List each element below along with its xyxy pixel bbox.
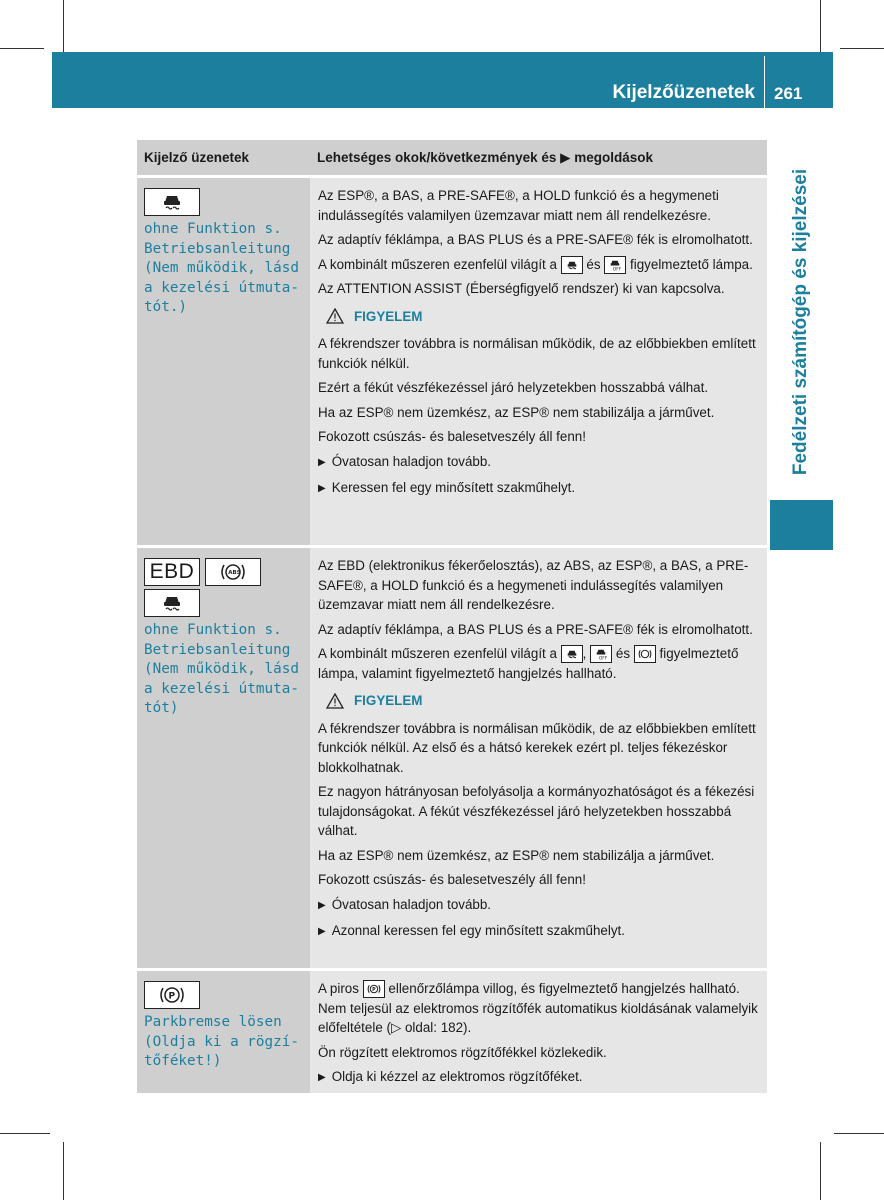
warning-triangle-icon bbox=[326, 693, 344, 709]
warning-text: Fokozott csúszás- és balesetveszély áll fenn! bbox=[318, 872, 586, 887]
parking-brake-icon bbox=[144, 981, 200, 1009]
parking-brake-lamp-icon bbox=[363, 980, 385, 998]
svg-text:ABS: ABS bbox=[228, 570, 241, 576]
action-item: ▶ Keressen fel egy minősített szakműhelyt. bbox=[318, 478, 761, 500]
causes-cell bbox=[310, 548, 767, 968]
svg-text:OFF: OFF bbox=[598, 656, 608, 661]
table-header bbox=[137, 140, 767, 175]
cause-text: A kombinált műszeren ezenfelül világít a , OFF és figyelmeztető lámpa, valamint figyelmeztető hangjelzés hallható. bbox=[318, 646, 739, 681]
action-item: ▶ Oldja ki kézzel az elektromos rögzítőféket. bbox=[318, 1067, 761, 1089]
header-divider bbox=[764, 56, 765, 108]
crop-mark bbox=[63, 0, 64, 58]
warning-text: Fokozott csúszás- és balesetveszély áll fenn! bbox=[318, 429, 586, 444]
crop-mark bbox=[0, 1133, 50, 1134]
causes-cell bbox=[310, 178, 767, 545]
cause-text: A kombinált műszeren ezenfelül világít a és OFF figyelmeztető lámpa. bbox=[318, 255, 761, 275]
cause-text: Az adaptív féklámpa, a BAS PLUS és a PRE-SAFE® fék is elromolhatott. bbox=[318, 621, 753, 637]
cause-text: Az adaptív féklámpa, a BAS PLUS és a PRE-SAFE® fék is elromolhatott. bbox=[318, 232, 753, 247]
table-row bbox=[137, 548, 767, 968]
cause-text: Ön rögzített elektromos rögzítőfékkel közlekedik. bbox=[318, 1044, 607, 1060]
svg-text:P: P bbox=[168, 991, 176, 1002]
warning-text: Ezért a fékút vészfékezéssel járó helyzetekben hosszabbá válhat. bbox=[318, 380, 709, 395]
esp-skid-icon bbox=[144, 589, 200, 617]
warning-triangle-icon bbox=[326, 308, 344, 324]
crop-mark bbox=[820, 1142, 821, 1200]
esp-warning-lamp-icon bbox=[561, 645, 583, 663]
chapter-title: Fedélzeti számítógép és kijelzései bbox=[790, 168, 811, 476]
abs-lamp-icon bbox=[634, 645, 656, 663]
table-row bbox=[137, 971, 767, 1093]
crop-mark bbox=[820, 0, 821, 58]
cause-text: Az ESP®, a BAS, a PRE-SAFE®, a HOLD funkció és a hegymeneti indulássegítés valamilyen üzemzavar miatt nem áll rendelkezésre. bbox=[318, 188, 719, 223]
cause-text: Az ATTENTION ASSIST (Éberségfigyelő rendszer) ki van kapcsolva. bbox=[318, 281, 725, 296]
warning-heading: FIGYELEM bbox=[326, 691, 761, 711]
page-number: 261 bbox=[774, 84, 803, 103]
esp-warning-lamp-icon bbox=[561, 256, 583, 274]
column-header-display: Kijelző üzenetek bbox=[144, 150, 250, 165]
abs-icon bbox=[205, 558, 261, 586]
action-item: ▶ Azonnal keressen fel egy minősített szakműhelyt. bbox=[318, 921, 761, 943]
esp-off-lamp-icon bbox=[604, 256, 626, 274]
svg-text:P: P bbox=[371, 988, 376, 994]
esp-skid-icon bbox=[144, 188, 200, 216]
crop-mark bbox=[834, 1133, 884, 1134]
esp-off-lamp-icon bbox=[590, 645, 612, 663]
cause-text: Az EBD (elektronikus fékerőelosztás), az ABS, az ESP®, a BAS, a PRE-SAFE®, a HOLD funkció és a hegymeneti indulássegítés valamilyen üzemzavar miatt nem áll rendelkezésre. bbox=[318, 558, 749, 612]
column-header-causes: Lehetséges okok/következmények és ▶ megoldások bbox=[317, 150, 654, 165]
display-cell bbox=[137, 548, 310, 968]
header-bar bbox=[52, 52, 833, 108]
table-row bbox=[137, 178, 767, 545]
crop-mark bbox=[840, 48, 884, 49]
display-cell bbox=[137, 971, 310, 1093]
warning-text: A fékrendszer továbbra is normálisan működik, de az előbbiekben említett funkciók nélkül. bbox=[318, 336, 756, 371]
display-message: Parkbremse lösen (Oldja ki a rögzí- tőféket!) bbox=[144, 1014, 299, 1069]
warning-text: A fékrendszer továbbra is normálisan működik, de az előbbiekben említett funkciók nélkül. Az első és a hátsó kerekek ezért pl. teljes fékezéskor blokkolhatnak. bbox=[318, 720, 756, 775]
display-cell bbox=[137, 178, 310, 545]
cause-text: A piros P ellenőrzőlámpa villog, és figyelmeztető hangjelzés hallható. Nem teljesül az elektromos rögzítőfék automatikus kioldásának valamelyik előfeltétele (▷ oldal: 182). bbox=[318, 981, 758, 1035]
side-tab-marker bbox=[770, 500, 833, 550]
warning-heading: FIGYELEM bbox=[326, 307, 761, 327]
svg-text:OFF: OFF bbox=[613, 267, 622, 271]
ebd-indicator: EBD bbox=[144, 558, 200, 586]
causes-cell bbox=[310, 971, 767, 1093]
page-title: Kijelzőüzenetek bbox=[612, 82, 755, 103]
warning-text: Ha az ESP® nem üzemkész, az ESP® nem stabilizálja a járművet. bbox=[318, 404, 715, 420]
display-message: ohne Funktion s. Betriebsanleitung (Nem működik, lásd a kezelési útmuta- tót) bbox=[144, 622, 299, 716]
crop-mark bbox=[63, 1142, 64, 1200]
action-item: ▶ Óvatosan haladjon tovább. bbox=[318, 452, 761, 474]
crop-mark bbox=[0, 48, 44, 49]
action-item: ▶ Óvatosan haladjon tovább. bbox=[318, 895, 761, 917]
warning-text: Ha az ESP® nem üzemkész, az ESP® nem stabilizálja a járművet. bbox=[318, 847, 715, 863]
message-table bbox=[137, 140, 767, 1093]
warning-text: Ez nagyon hátrányosan befolyásolja a kormányozhatóságot és a fékezési tulajdonságokat. A fékút vészfékezéssel járó helyzetekben hosszabbá válhat. bbox=[318, 784, 755, 838]
display-message: ohne Funktion s. Betriebsanleitung (Nem működik, lásd a kezelési útmuta- tót.) bbox=[144, 221, 299, 315]
